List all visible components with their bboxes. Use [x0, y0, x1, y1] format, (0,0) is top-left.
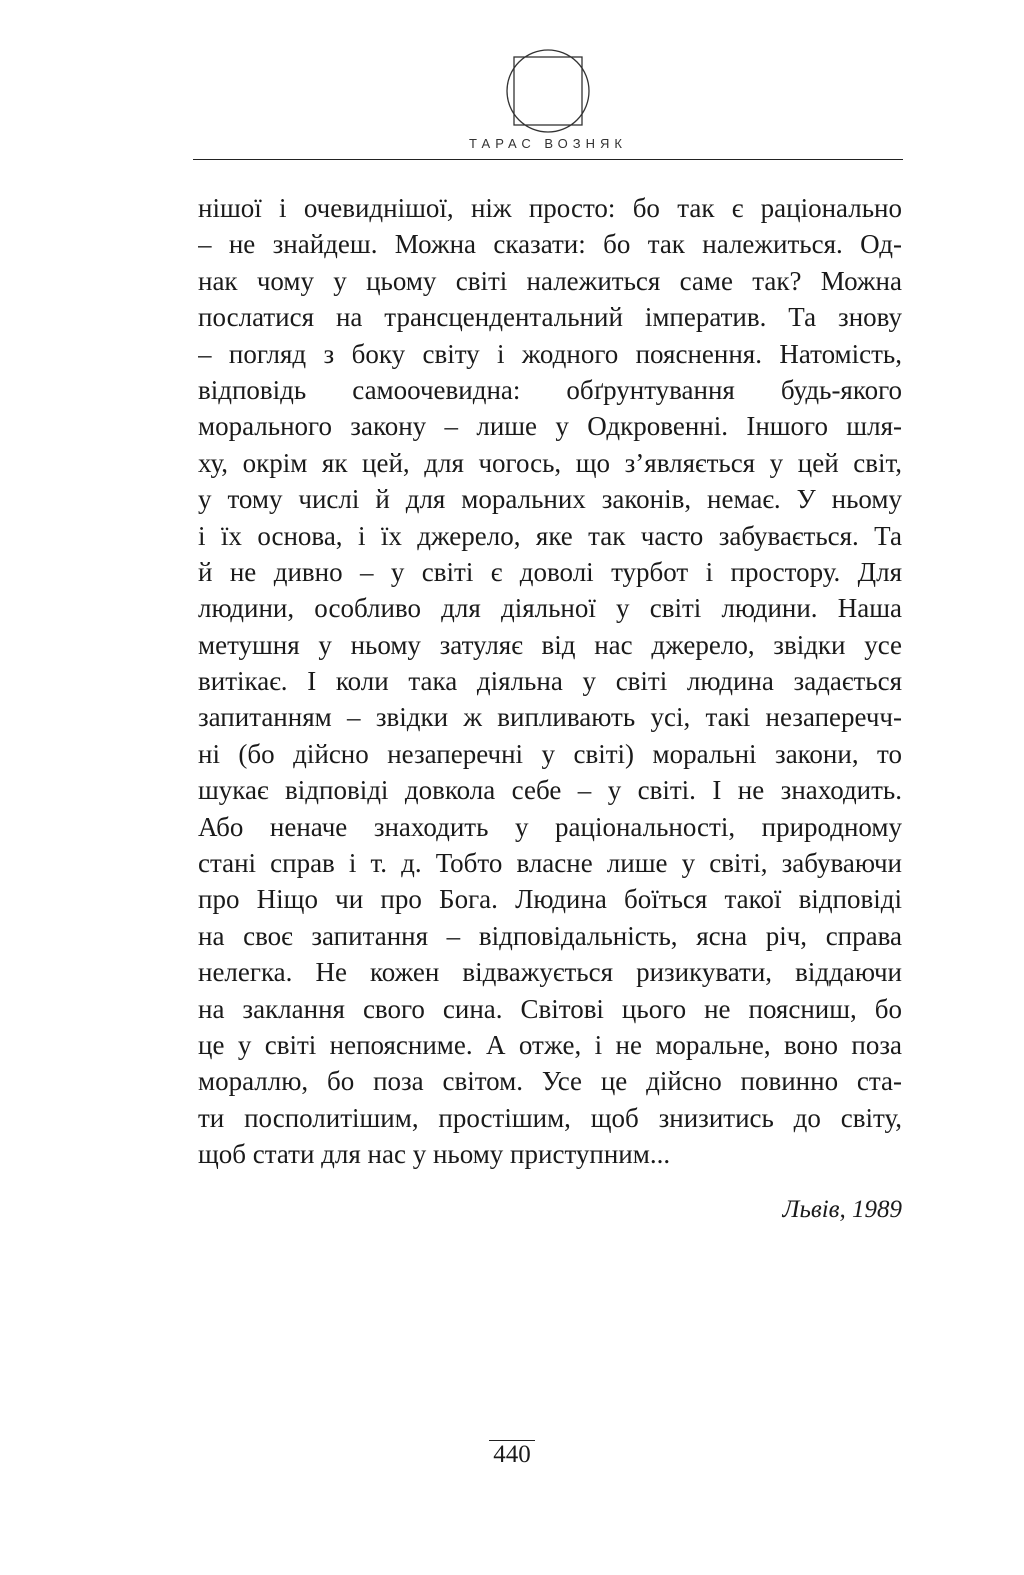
text-line: про Ніщо чи про Бога. Людина боїться такої відповіді — [198, 884, 902, 915]
page-header — [193, 40, 903, 162]
text-line: витікає. І коли така діяльна у світі людина задається — [198, 666, 902, 697]
text-line: шукає відповіді довкола себе – у світі. І не знаходить. — [198, 775, 902, 806]
text-line: ні (бо дійсно незаперечні у світі) моральні закони, то — [198, 738, 902, 769]
place-date-signature: Львів, 1989 — [782, 1196, 902, 1223]
text-line: нішої і очевиднішої, ніж просто: бо так є раціонально — [198, 193, 902, 223]
text-line: на своє запитання – відповідальність, ясна річ, справа — [198, 920, 902, 951]
text-line: ху, окрім як цей, для чогось, що з’являється у цей світ, — [198, 447, 902, 478]
text-line: мораллю, бо поза світом. Усе це дійсно повинно ста- — [198, 1066, 902, 1097]
text-line: метушня у ньому затуляє від нас джерело, звідки усе — [198, 629, 902, 660]
text-line: це у світі непояснимe. А отже, і не моральне, воно поза — [198, 1029, 902, 1060]
text-line: й не дивно – у світі є доволі турбот і простору. Для — [198, 556, 902, 587]
text-line: запитанням – звідки ж випливають усі, такі незаперечч- — [198, 702, 902, 733]
text-line: морального закону – лише у Одкровенні. Іншого шля- — [198, 411, 902, 442]
text-line: – погляд з боку світу і жодного пояснення. Натомість, — [198, 338, 902, 369]
text-line: відповідь самоочевидна: обґрунтування будь-якого — [198, 374, 902, 405]
circle-square-emblem-icon — [505, 48, 591, 134]
body-text — [198, 190, 902, 1173]
text-line: нак чому у цьому світі належиться саме так? Можна — [198, 265, 902, 296]
text-line: нелегка. Не кожен відважується ризикувати, віддаючи — [198, 957, 902, 988]
text-line: послатися на трансцендентальний імператив. Та знову — [198, 302, 902, 333]
text-line: і їх основа, і їх джерело, яке так часто забувається. Та — [198, 520, 902, 551]
page-number-value: 440 — [489, 1440, 535, 1468]
text-line: ти посполитішим, простішим, щоб знизитись до світу, — [198, 1102, 902, 1133]
text-line: стані справ і т. д. Тобто власне лише у світі, забуваючи — [198, 848, 902, 879]
text-line: людини, особливо для діяльної у світі людини. Наша — [198, 593, 902, 624]
text-line: Або неначе знаходить у раціональності, природному — [198, 811, 902, 842]
running-head-author: ТАРАС ВОЗНЯК — [469, 136, 627, 151]
text-line: – не знайдеш. Можна сказати: бо так належиться. Од- — [198, 229, 902, 260]
text-line: на заклання свого сина. Світові цього не поясниш, бо — [198, 993, 902, 1024]
header-rule — [193, 159, 903, 160]
page-number — [0, 1441, 1024, 1469]
text-line: у тому числі й для моральних законів, немає. У ньому — [198, 484, 902, 515]
text-line: щоб стати для нас у ньому приступним... — [198, 1139, 671, 1170]
